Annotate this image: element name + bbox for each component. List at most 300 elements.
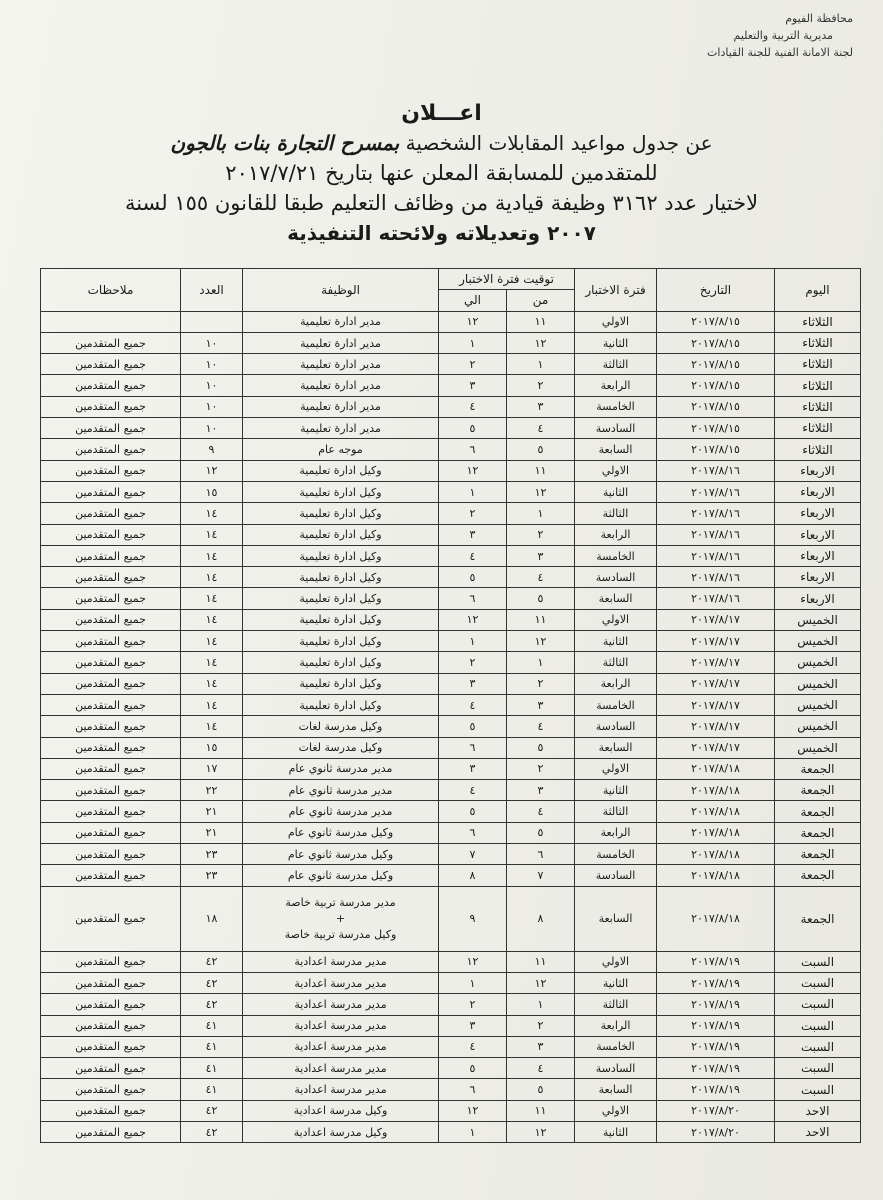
- cell-count: ١٤: [181, 524, 243, 545]
- table-row: [41, 822, 861, 843]
- title-line-3: لاختيار عدد ٣١٦٢ وظيفة قيادية من وظائف التعليم طبقا للقانون ١٥٥ لسنة: [124, 191, 759, 215]
- cell-day: الاربعاء: [775, 524, 861, 545]
- cell-to: ٦: [439, 588, 507, 609]
- cell-from: ٥: [507, 822, 575, 843]
- cell-to: ٣: [439, 673, 507, 694]
- cell-to: ٥: [439, 567, 507, 588]
- cell-notes: جميع المتقدمين: [41, 1015, 181, 1036]
- cell-day: الجمعة: [775, 844, 861, 865]
- cell-to: ١: [439, 332, 507, 353]
- cell-job: وكيل ادارة تعليمية: [243, 631, 439, 652]
- governorate-line: محافظة الفيوم: [785, 12, 853, 25]
- cell-period: الخامسة: [575, 396, 657, 417]
- cell-day: الخميس: [775, 673, 861, 694]
- title-line-1-handwritten: بمسرح التجارة بنات بالجون: [170, 131, 400, 155]
- cell-day: الخميس: [775, 609, 861, 630]
- cell-notes: جميع المتقدمين: [41, 716, 181, 737]
- cell-period: السادسة: [575, 865, 657, 886]
- cell-day: الاربعاء: [775, 588, 861, 609]
- cell-day: السبت: [775, 1015, 861, 1036]
- committee-line: لجنة الامانة الفنية للجنة القيادات: [707, 46, 853, 59]
- cell-period: الاولي: [575, 609, 657, 630]
- cell-date: ٢٠١٧/٨/١٨: [657, 865, 775, 886]
- cell-count: ١٤: [181, 652, 243, 673]
- cell-date: ٢٠١٧/٨/١٩: [657, 994, 775, 1015]
- cell-count: ١٠: [181, 418, 243, 439]
- cell-day: الثلاثاء: [775, 396, 861, 417]
- cell-job: وكيل ادارة تعليمية: [243, 545, 439, 566]
- cell-notes: جميع المتقدمين: [41, 396, 181, 417]
- cell-period: الثالثة: [575, 801, 657, 822]
- cell-period: السابعة: [575, 886, 657, 951]
- cell-count: ٤٢: [181, 994, 243, 1015]
- header-date: التاريخ: [657, 269, 775, 312]
- cell-period: الاولي: [575, 1100, 657, 1121]
- cell-to: ٥: [439, 1058, 507, 1079]
- cell-job: مدير مدرسة اعدادية: [243, 1036, 439, 1057]
- cell-from: ٢: [507, 1015, 575, 1036]
- cell-from: ١٢: [507, 481, 575, 502]
- cell-count: ١٤: [181, 567, 243, 588]
- cell-job: مدير مدرسة اعدادية: [243, 1058, 439, 1079]
- cell-from: ٤: [507, 418, 575, 439]
- table-row: [41, 694, 861, 715]
- cell-notes: جميع المتقدمين: [41, 886, 181, 951]
- cell-job: مدير مدرسة اعدادية: [243, 972, 439, 993]
- cell-job: وكيل مدرسة لغات: [243, 737, 439, 758]
- cell-period: الثالثة: [575, 354, 657, 375]
- cell-job: وكيل ادارة تعليمية: [243, 609, 439, 630]
- cell-count: ٤١: [181, 1058, 243, 1079]
- cell-count: ١٢: [181, 460, 243, 481]
- cell-date: ٢٠١٧/٨/١٦: [657, 567, 775, 588]
- cell-job: مدير مدرسة ثانوي عام: [243, 780, 439, 801]
- cell-date: ٢٠١٧/٨/١٥: [657, 418, 775, 439]
- cell-date: ٢٠١٧/٨/١٨: [657, 758, 775, 779]
- cell-date: ٢٠١٧/٨/١٦: [657, 481, 775, 502]
- cell-day: الاحد: [775, 1100, 861, 1121]
- cell-date: ٢٠١٧/٨/١٦: [657, 460, 775, 481]
- cell-period: السابعة: [575, 737, 657, 758]
- cell-job: وكيل ادارة تعليمية: [243, 567, 439, 588]
- cell-date: ٢٠١٧/٨/١٧: [657, 652, 775, 673]
- cell-notes: جميع المتقدمين: [41, 354, 181, 375]
- directorate-line: مديرية التربية والتعليم: [733, 29, 833, 42]
- cell-from: ٣: [507, 545, 575, 566]
- cell-job: مدير ادارة تعليمية: [243, 354, 439, 375]
- table-row: [41, 780, 861, 801]
- cell-to: ٣: [439, 758, 507, 779]
- cell-notes: جميع المتقدمين: [41, 1036, 181, 1057]
- cell-count: ١٠: [181, 396, 243, 417]
- cell-period: الثالثة: [575, 503, 657, 524]
- cell-count: ٤٢: [181, 1121, 243, 1142]
- cell-job: مدير ادارة تعليمية: [243, 418, 439, 439]
- cell-from: ١٢: [507, 332, 575, 353]
- cell-job: مدير مدرسة ثانوي عام: [243, 801, 439, 822]
- cell-job: مدير مدرسة اعدادية: [243, 1015, 439, 1036]
- cell-period: الثانية: [575, 780, 657, 801]
- table-header-row: [41, 269, 861, 290]
- announcement-titles: [0, 100, 883, 248]
- cell-period: الثانية: [575, 481, 657, 502]
- cell-to: ١٢: [439, 1100, 507, 1121]
- cell-to: ٤: [439, 1036, 507, 1057]
- cell-period: الاولي: [575, 311, 657, 332]
- cell-job: مدير ادارة تعليمية: [243, 332, 439, 353]
- cell-job: مدير مدرسة اعدادية: [243, 951, 439, 972]
- cell-notes: جميع المتقدمين: [41, 1121, 181, 1142]
- cell-day: الاربعاء: [775, 567, 861, 588]
- cell-count: ١٤: [181, 694, 243, 715]
- cell-day: السبت: [775, 1036, 861, 1057]
- cell-from: ٣: [507, 694, 575, 715]
- cell-date: ٢٠١٧/٨/١٧: [657, 631, 775, 652]
- cell-day: الثلاثاء: [775, 311, 861, 332]
- cell-period: السادسة: [575, 567, 657, 588]
- cell-from: ١١: [507, 951, 575, 972]
- table-row: [41, 1121, 861, 1142]
- cell-date: ٢٠١٧/٨/١٦: [657, 545, 775, 566]
- cell-to: ٨: [439, 865, 507, 886]
- table-row: [41, 354, 861, 375]
- cell-notes: جميع المتقدمين: [41, 631, 181, 652]
- table-row: [41, 567, 861, 588]
- cell-count: ٢١: [181, 801, 243, 822]
- cell-to: ٦: [439, 439, 507, 460]
- cell-to: ٤: [439, 396, 507, 417]
- cell-count: ٩: [181, 439, 243, 460]
- cell-period: الاولي: [575, 951, 657, 972]
- table-row: [41, 375, 861, 396]
- announcement-heading: اعـــلان: [401, 101, 482, 126]
- cell-from: ٤: [507, 801, 575, 822]
- cell-count: [181, 311, 243, 332]
- header-from: من: [507, 290, 575, 311]
- cell-from: ١٢: [507, 972, 575, 993]
- cell-date: ٢٠١٧/٨/١٧: [657, 673, 775, 694]
- cell-job: وكيل مدرسة لغات: [243, 716, 439, 737]
- cell-to: ١: [439, 631, 507, 652]
- cell-notes: جميع المتقدمين: [41, 545, 181, 566]
- cell-to: ٤: [439, 780, 507, 801]
- cell-day: الثلاثاء: [775, 439, 861, 460]
- cell-notes: جميع المتقدمين: [41, 994, 181, 1015]
- cell-from: ١: [507, 994, 575, 1015]
- cell-to: ٦: [439, 1079, 507, 1100]
- cell-period: الخامسة: [575, 694, 657, 715]
- table-row: [41, 460, 861, 481]
- cell-date: ٢٠١٧/٨/١٧: [657, 609, 775, 630]
- cell-to: ١٢: [439, 609, 507, 630]
- issuing-authority: [553, 10, 853, 61]
- cell-count: ٢٢: [181, 780, 243, 801]
- table-row: [41, 758, 861, 779]
- table-row: [41, 716, 861, 737]
- cell-from: ١١: [507, 311, 575, 332]
- cell-date: ٢٠١٧/٨/١٩: [657, 951, 775, 972]
- table-row: [41, 886, 861, 951]
- cell-from: ١: [507, 503, 575, 524]
- cell-day: الخميس: [775, 652, 861, 673]
- cell-to: ٧: [439, 844, 507, 865]
- cell-from: ١١: [507, 1100, 575, 1121]
- cell-day: الجمعة: [775, 865, 861, 886]
- table-row: [41, 972, 861, 993]
- schedule-rows-part-1: [41, 311, 861, 886]
- cell-notes: جميع المتقدمين: [41, 844, 181, 865]
- cell-job: مدير ادارة تعليمية: [243, 311, 439, 332]
- cell-period: السابعة: [575, 588, 657, 609]
- cell-job: مدير ادارة تعليمية: [243, 396, 439, 417]
- cell-day: الاربعاء: [775, 503, 861, 524]
- cell-to: ٥: [439, 418, 507, 439]
- cell-notes: جميع المتقدمين: [41, 801, 181, 822]
- cell-day: الجمعة: [775, 801, 861, 822]
- cell-count: ١٠: [181, 332, 243, 353]
- cell-from: ١١: [507, 609, 575, 630]
- table-row: [41, 1015, 861, 1036]
- cell-job: وكيل ادارة تعليمية: [243, 673, 439, 694]
- table-row: [41, 1079, 861, 1100]
- cell-period: الثالثة: [575, 994, 657, 1015]
- header-period: فترة الاختبار: [575, 269, 657, 312]
- cell-notes: جميع المتقدمين: [41, 780, 181, 801]
- cell-notes: جميع المتقدمين: [41, 865, 181, 886]
- cell-notes: جميع المتقدمين: [41, 822, 181, 843]
- cell-count: ٤٢: [181, 1100, 243, 1121]
- cell-day: الخميس: [775, 694, 861, 715]
- cell-day: الخميس: [775, 716, 861, 737]
- cell-notes: [41, 311, 181, 332]
- cell-to: ٢: [439, 994, 507, 1015]
- table-row: [41, 481, 861, 502]
- cell-to: ٦: [439, 822, 507, 843]
- cell-period: الرابعة: [575, 524, 657, 545]
- cell-from: ١١: [507, 460, 575, 481]
- cell-from: ٢: [507, 673, 575, 694]
- cell-to: ١: [439, 1121, 507, 1142]
- cell-period: الرابعة: [575, 1015, 657, 1036]
- cell-notes: جميع المتقدمين: [41, 951, 181, 972]
- cell-period: الاولي: [575, 460, 657, 481]
- cell-day: الاربعاء: [775, 460, 861, 481]
- cell-date: ٢٠١٧/٨/٢٠: [657, 1121, 775, 1142]
- cell-period: الخامسة: [575, 844, 657, 865]
- cell-period: الرابعة: [575, 673, 657, 694]
- header-job: الوظيفة: [243, 269, 439, 312]
- cell-to: ٦: [439, 737, 507, 758]
- cell-day: السبت: [775, 972, 861, 993]
- cell-to: ٩: [439, 886, 507, 951]
- cell-job: وكيل ادارة تعليمية: [243, 460, 439, 481]
- cell-period: الثانية: [575, 332, 657, 353]
- cell-notes: جميع المتقدمين: [41, 588, 181, 609]
- cell-date: ٢٠١٧/٨/١٥: [657, 375, 775, 396]
- cell-to: ١: [439, 972, 507, 993]
- cell-period: السابعة: [575, 439, 657, 460]
- cell-day: الثلاثاء: [775, 332, 861, 353]
- table-row: [41, 652, 861, 673]
- cell-period: الخامسة: [575, 545, 657, 566]
- title-line-2: للمتقدمين للمسابقة المعلن عنها بتاريخ ٢٠١٧/٧/٢١: [225, 161, 658, 185]
- cell-notes: جميع المتقدمين: [41, 418, 181, 439]
- cell-from: ٤: [507, 716, 575, 737]
- table-row: [41, 844, 861, 865]
- cell-job: [243, 886, 439, 951]
- cell-date: ٢٠١٧/٨/١٥: [657, 354, 775, 375]
- cell-date: ٢٠١٧/٨/١٦: [657, 588, 775, 609]
- cell-period: الثانية: [575, 631, 657, 652]
- cell-date: ٢٠١٧/٨/١٩: [657, 1015, 775, 1036]
- cell-from: ٣: [507, 780, 575, 801]
- cell-job: وكيل ادارة تعليمية: [243, 503, 439, 524]
- cell-to: ١٢: [439, 951, 507, 972]
- table-row: [41, 1036, 861, 1057]
- title-line-1: [0, 128, 883, 158]
- cell-notes: جميع المتقدمين: [41, 758, 181, 779]
- cell-date: ٢٠١٧/٨/١٦: [657, 524, 775, 545]
- cell-notes: جميع المتقدمين: [41, 972, 181, 993]
- cell-period: السادسة: [575, 716, 657, 737]
- cell-from: ٨: [507, 886, 575, 951]
- cell-date: ٢٠١٧/٨/١٥: [657, 396, 775, 417]
- cell-notes: جميع المتقدمين: [41, 1079, 181, 1100]
- cell-count: ٤٢: [181, 972, 243, 993]
- cell-day: الجمعة: [775, 758, 861, 779]
- job-line-2: وكيل مدرسة تربية خاصة: [284, 927, 397, 941]
- cell-count: ٤٢: [181, 951, 243, 972]
- cell-count: ١٥: [181, 737, 243, 758]
- cell-job: وكيل مدرسة ثانوي عام: [243, 844, 439, 865]
- cell-notes: جميع المتقدمين: [41, 1058, 181, 1079]
- table-row: [41, 503, 861, 524]
- cell-from: ٢: [507, 758, 575, 779]
- cell-period: الثالثة: [575, 652, 657, 673]
- cell-notes: جميع المتقدمين: [41, 460, 181, 481]
- cell-to: ٢: [439, 354, 507, 375]
- cell-count: ١٠: [181, 375, 243, 396]
- cell-day: الجمعة: [775, 886, 861, 951]
- cell-to: ٣: [439, 1015, 507, 1036]
- cell-period: الثانية: [575, 972, 657, 993]
- header-to: الي: [439, 290, 507, 311]
- cell-day: الخميس: [775, 631, 861, 652]
- cell-day: الثلاثاء: [775, 354, 861, 375]
- cell-count: ١٠: [181, 354, 243, 375]
- cell-date: ٢٠١٧/٨/١٩: [657, 1036, 775, 1057]
- cell-from: ٤: [507, 1058, 575, 1079]
- cell-from: ٧: [507, 865, 575, 886]
- cell-notes: جميع المتقدمين: [41, 609, 181, 630]
- cell-day: السبت: [775, 994, 861, 1015]
- job-line-1: مدير مدرسة تربية خاصة: [285, 895, 396, 909]
- cell-period: الرابعة: [575, 375, 657, 396]
- cell-to: ٢: [439, 503, 507, 524]
- cell-count: ٤١: [181, 1015, 243, 1036]
- cell-date: ٢٠١٧/٨/١٥: [657, 311, 775, 332]
- cell-day: الاربعاء: [775, 481, 861, 502]
- cell-from: ٤: [507, 567, 575, 588]
- cell-notes: جميع المتقدمين: [41, 673, 181, 694]
- cell-count: ٢٣: [181, 844, 243, 865]
- cell-date: ٢٠١٧/٨/١٨: [657, 844, 775, 865]
- cell-job: مدير ادارة تعليمية: [243, 375, 439, 396]
- cell-from: ٣: [507, 396, 575, 417]
- cell-count: ١٧: [181, 758, 243, 779]
- title-line-1-printed: عن جدول مواعيد المقابلات الشخصية: [405, 131, 713, 155]
- cell-job: وكيل ادارة تعليمية: [243, 524, 439, 545]
- cell-notes: جميع المتقدمين: [41, 439, 181, 460]
- cell-to: ٣: [439, 375, 507, 396]
- cell-date: ٢٠١٧/٨/٢٠: [657, 1100, 775, 1121]
- cell-notes: جميع المتقدمين: [41, 332, 181, 353]
- cell-from: ٣: [507, 1036, 575, 1057]
- cell-from: ٥: [507, 439, 575, 460]
- cell-date: ٢٠١٧/٨/١٧: [657, 737, 775, 758]
- cell-date: ٢٠١٧/٨/١٨: [657, 780, 775, 801]
- cell-period: السابعة: [575, 1079, 657, 1100]
- cell-notes: جميع المتقدمين: [41, 481, 181, 502]
- cell-job: مدير مدرسة اعدادية: [243, 994, 439, 1015]
- cell-day: الجمعة: [775, 780, 861, 801]
- cell-from: ١٢: [507, 1121, 575, 1142]
- table-row: [41, 801, 861, 822]
- header-timing: توقيت فترة الاختبار: [439, 269, 575, 290]
- cell-notes: جميع المتقدمين: [41, 503, 181, 524]
- cell-to: ٣: [439, 524, 507, 545]
- table-row: [41, 951, 861, 972]
- table-row: [41, 396, 861, 417]
- cell-day: الاحد: [775, 1121, 861, 1142]
- cell-count: ١٤: [181, 609, 243, 630]
- cell-date: ٢٠١٧/٨/١٥: [657, 332, 775, 353]
- cell-day: السبت: [775, 1079, 861, 1100]
- cell-notes: جميع المتقدمين: [41, 737, 181, 758]
- cell-day: الخميس: [775, 737, 861, 758]
- cell-notes: جميع المتقدمين: [41, 524, 181, 545]
- cell-job: وكيل مدرسة اعدادية: [243, 1121, 439, 1142]
- table-row: [41, 418, 861, 439]
- cell-period: السادسة: [575, 1058, 657, 1079]
- cell-date: ٢٠١٧/٨/١٩: [657, 1058, 775, 1079]
- cell-job: وكيل ادارة تعليمية: [243, 652, 439, 673]
- table-row: [41, 1100, 861, 1121]
- table-row: [41, 332, 861, 353]
- table-row: [41, 865, 861, 886]
- cell-job: وكيل مدرسة ثانوي عام: [243, 822, 439, 843]
- cell-date: ٢٠١٧/٨/١٨: [657, 886, 775, 951]
- header-day: اليوم: [775, 269, 861, 312]
- cell-to: ٤: [439, 545, 507, 566]
- schedule-rows-part-2: [41, 951, 861, 1143]
- table-row: [41, 609, 861, 630]
- cell-job: مدير مدرسة ثانوي عام: [243, 758, 439, 779]
- cell-day: السبت: [775, 1058, 861, 1079]
- cell-day: الجمعة: [775, 822, 861, 843]
- cell-from: ٢: [507, 375, 575, 396]
- cell-to: ١: [439, 481, 507, 502]
- cell-from: ٦: [507, 844, 575, 865]
- schedule-tall-row: [41, 886, 861, 951]
- table-row: [41, 311, 861, 332]
- cell-date: ٢٠١٧/٨/١٥: [657, 439, 775, 460]
- cell-from: ١: [507, 354, 575, 375]
- table-row: [41, 1058, 861, 1079]
- cell-count: ١٥: [181, 481, 243, 502]
- cell-date: ٢٠١٧/٨/١٩: [657, 972, 775, 993]
- cell-count: ٤١: [181, 1079, 243, 1100]
